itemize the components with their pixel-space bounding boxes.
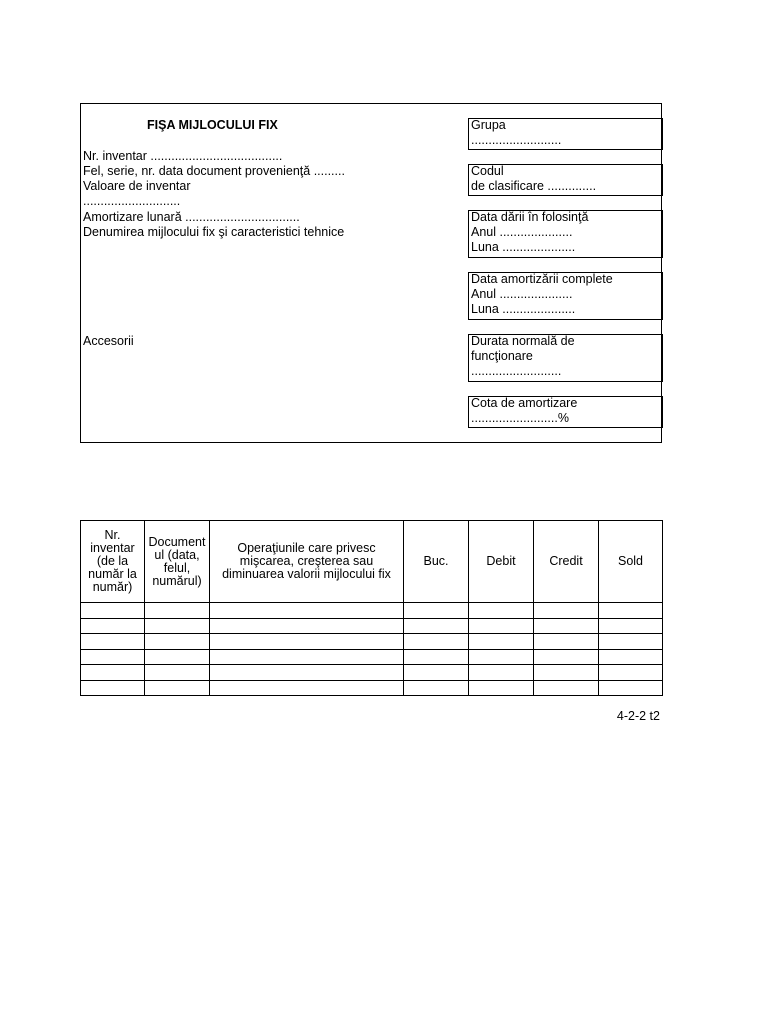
- cell-credit[interactable]: [534, 634, 599, 650]
- header-credit: Credit: [534, 521, 599, 603]
- cell-debit[interactable]: [469, 665, 534, 681]
- cell-debit[interactable]: [469, 634, 534, 650]
- cell-pieces[interactable]: [404, 603, 469, 619]
- header-operations: Operaţiunile care privesc mişcarea, creşterea sau diminuarea valorii mijlocului fix: [210, 521, 404, 603]
- cell-document[interactable]: [145, 634, 210, 650]
- full-depreciation-year-line: Anul .....................: [471, 287, 573, 301]
- classification-code-dots: de clasificare ..............: [471, 179, 597, 193]
- cell-operations[interactable]: [210, 634, 404, 650]
- cell-credit[interactable]: [534, 618, 599, 634]
- document-origin-line: Fel, serie, nr. data document provenienţă .........: [83, 164, 345, 178]
- header-debit: Debit: [469, 521, 534, 603]
- cell-credit[interactable]: [534, 680, 599, 696]
- header-balance: Sold: [599, 521, 663, 603]
- cell-debit[interactable]: [469, 603, 534, 619]
- cell-inventory-number[interactable]: [81, 634, 145, 650]
- accessories-label: Accesorii: [83, 334, 134, 348]
- inventory-value-label: Valoare de inventar: [83, 179, 191, 193]
- table-row: [81, 618, 663, 634]
- cell-document[interactable]: [145, 680, 210, 696]
- header-document: Document ul (data, felul, numărul): [145, 521, 210, 603]
- form-code: 4-2-2 t2: [616, 709, 660, 723]
- cell-debit[interactable]: [469, 618, 534, 634]
- inventory-value-dots: ............................: [83, 194, 181, 208]
- table-row: [81, 665, 663, 681]
- header-pieces: Buc.: [404, 521, 469, 603]
- cell-document[interactable]: [145, 665, 210, 681]
- normal-duration-box: [468, 334, 663, 382]
- cell-document[interactable]: [145, 603, 210, 619]
- group-box: [468, 118, 663, 150]
- operations-table: [80, 520, 663, 696]
- normal-duration-label-2: funcţionare: [471, 349, 533, 363]
- full-depreciation-box: [468, 272, 663, 320]
- monthly-depreciation-line: Amortizare lunară .................................: [83, 210, 300, 224]
- service-date-box: [468, 210, 663, 258]
- cell-document[interactable]: [145, 649, 210, 665]
- cell-pieces[interactable]: [404, 634, 469, 650]
- cell-pieces[interactable]: [404, 618, 469, 634]
- cell-balance[interactable]: [599, 618, 663, 634]
- header-inventory-number: Nr. inventar (de la număr la număr): [81, 521, 145, 603]
- card-title: FIŞA MIJLOCULUI FIX: [147, 118, 278, 132]
- cell-balance[interactable]: [599, 634, 663, 650]
- cell-inventory-number[interactable]: [81, 649, 145, 665]
- table-row: [81, 603, 663, 619]
- full-depreciation-month-line: Luna .....................: [471, 302, 576, 316]
- group-label: Grupa: [471, 118, 506, 132]
- cell-pieces[interactable]: [404, 680, 469, 696]
- cell-debit[interactable]: [469, 649, 534, 665]
- cell-pieces[interactable]: [404, 665, 469, 681]
- service-year-line: Anul .....................: [471, 225, 573, 239]
- cell-operations[interactable]: [210, 665, 404, 681]
- depreciation-rate-box: [468, 396, 663, 428]
- cell-pieces[interactable]: [404, 649, 469, 665]
- normal-duration-label: Durata normală de: [471, 334, 575, 348]
- cell-inventory-number[interactable]: [81, 603, 145, 619]
- cell-balance[interactable]: [599, 665, 663, 681]
- table-row: [81, 680, 663, 696]
- full-depreciation-label: Data amortizării complete: [471, 272, 613, 286]
- cell-balance[interactable]: [599, 649, 663, 665]
- service-date-label: Data dării în folosinţă: [471, 210, 589, 224]
- cell-document[interactable]: [145, 618, 210, 634]
- cell-credit[interactable]: [534, 665, 599, 681]
- cell-balance[interactable]: [599, 603, 663, 619]
- depreciation-rate-dots: .........................%: [471, 411, 569, 425]
- asset-name-line: Denumirea mijlocului fix şi caracteristici tehnice: [83, 225, 345, 239]
- cell-inventory-number[interactable]: [81, 680, 145, 696]
- cell-credit[interactable]: [534, 649, 599, 665]
- classification-code-box: [468, 164, 663, 196]
- cell-balance[interactable]: [599, 680, 663, 696]
- table-header-row: [81, 521, 663, 603]
- table-row: [81, 649, 663, 665]
- group-dots: ..........................: [471, 133, 562, 147]
- normal-duration-dots: ..........................: [471, 364, 562, 378]
- table-row: [81, 634, 663, 650]
- cell-inventory-number[interactable]: [81, 618, 145, 634]
- classification-code-label: Codul: [471, 164, 504, 178]
- cell-inventory-number[interactable]: [81, 665, 145, 681]
- cell-credit[interactable]: [534, 603, 599, 619]
- cell-debit[interactable]: [469, 680, 534, 696]
- cell-operations[interactable]: [210, 649, 404, 665]
- depreciation-rate-label: Cota de amortizare: [471, 396, 578, 410]
- table-body: [81, 603, 663, 696]
- cell-operations[interactable]: [210, 618, 404, 634]
- cell-operations[interactable]: [210, 603, 404, 619]
- inventory-number-line: Nr. inventar ......................................: [83, 149, 283, 163]
- cell-operations[interactable]: [210, 680, 404, 696]
- service-month-line: Luna .....................: [471, 240, 576, 254]
